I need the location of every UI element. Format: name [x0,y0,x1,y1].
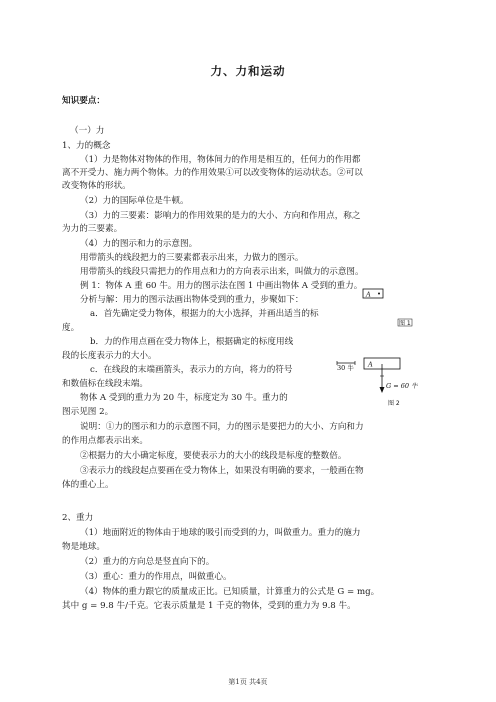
text-line: 分析与解：用力的图示法画出物体受到的重力，步聚如下： [80,295,304,305]
text-line: （2）重力的方向总是竖直向下的。 [80,557,215,567]
text-line: 物体 A 受到的重力为 20 牛，标度定为 30 牛。重力的 [80,393,288,403]
text-line: 的作用点都表示出来。 [62,436,148,446]
text-line: （2）力的国际单位是牛顿。 [80,196,189,206]
text-line: 用带箭头的线段只需把力的作用点和力的方向表示出来，叫做力的示意图。 [80,267,364,277]
text-line: 用带箭头的线段把力的三要素都表示出来，力做力的图示。 [80,253,304,263]
page-title: 力、力和运动 [210,64,286,78]
text-line: （一）力 [70,126,105,136]
block-a-label: A [368,360,373,369]
text-line: （1）力是物体对物体的作用，物体间力的作用是相互的，任何力的作用都 [80,155,361,165]
text-line: 为力的三要素。 [62,224,123,234]
arrow-head [380,387,385,393]
block-a-label: A [366,290,371,299]
scale-label: 30 牛 [337,364,354,372]
text-line: （3）重心：重力的作用点，叫做重心。 [80,572,232,582]
figure-2-caption: 图 2 [388,400,400,407]
text-line: 其中 g = 9.8 牛/千克。它表示质量是 1 千克的物体，受到的重力为 9.8 牛。 [62,601,356,611]
example-heading: 例 1：物体 A 重 60 牛。用力的图示法在图 1 中画出物体 A 受到的重力。 [80,281,363,291]
text-line: ②根据力的大小确定标度，要使表示力的大小的线段是标度的整数倍。 [80,451,347,461]
text-line: 离不开受力、施力两个物体。力的作用效果①可以改变物体的运动状态。②可以 [62,168,363,178]
figure-2 [336,352,436,410]
page-footer: 第1页 共4页 [228,678,268,686]
point-dot [378,293,380,295]
text-line: （1）地面附近的物体由于地球的吸引而受到的力，叫做重力。重力的施力 [80,528,361,538]
text-line: 和数值标在线段末端。 [62,379,148,389]
force-label: G = 60 牛 [386,382,418,390]
text-line: （4）力的图示和力的示意图。 [80,239,198,249]
text-line: （3）力的三要素：影响力的作用效果的是力的大小、方向和作用点，称之 [80,211,361,221]
figure-1-caption: 图 1 [399,320,411,327]
text-line: 段的长度表示力的大小。 [62,351,157,361]
text-line: 改变物体的形状。 [62,181,131,191]
text-line: 体的重心上。 [62,480,114,490]
text-line: a．首先确定受力物体，根据力的大小选择，并画出适当的标 [90,309,319,319]
text-line: b．力的作用点画在受力物体上，根据确定的标度用线 [90,337,294,347]
figure-1 [362,288,422,333]
text-line: 物是地球。 [62,542,105,552]
section-heading: 知识要点： [62,96,105,106]
text-line: ③表示力的线段起点要画在受力物体上，如果没有明确的要求，一般画在物 [80,466,364,476]
text-line: 1、力的概念 [62,141,111,151]
subsection-heading: 2、重力 [62,513,94,523]
text-line: c．在线段的末端画箭头，表示力的方向，将力的符号 [90,365,293,375]
text-line: （4）物体的重力跟它的质量成正比。已知质量，计算重力的公式是 G = mg。 [80,587,380,597]
text-line: 说明：①力的图示和力的示意图不同，力的图示是要把力的大小、方向和力 [80,422,364,432]
text-line: 图示见图 2。 [62,407,114,417]
text-line: 度。 [62,323,80,333]
